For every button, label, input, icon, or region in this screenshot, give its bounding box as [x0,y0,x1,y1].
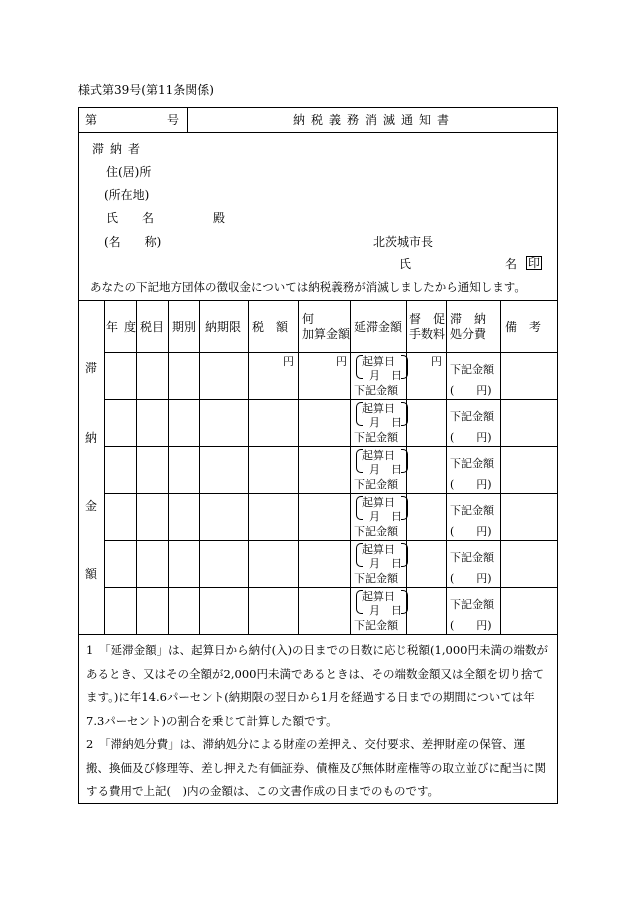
col-header-disposal-2: 処分費 [450,327,487,341]
row-divider [104,399,558,400]
disposal-paren: ( 円) [450,619,492,632]
notice-text: あなたの下記地方団体の徴収金については納税義務が消滅しましたから通知します。 [90,280,526,294]
col-line [248,300,249,634]
col-header-fee-2: 手数料 [409,327,446,341]
col-line [350,300,351,634]
calc-start: 起算日 [362,402,395,415]
calc-start: 起算日 [362,543,395,556]
unit-fee: 円 [431,355,442,368]
brace-right [401,402,408,426]
table-header-bottom [104,352,558,353]
side-label-4: 額 [85,567,98,581]
note-1-text: 「延滞金額」は、起算日から納付(入)の日までの日数に応じ税額(1,000円未満の端数があるとき、又はその全額が2,000円未満であるときは、その端数金額又は全額を切り捨てます。)に年14.6パーセント(納期限の翌日から1月を経過する日までの期間については年7.3パーセント)の割合を乗じて計算した額です。 [86,643,548,728]
calc-month: 月 日 [369,557,402,570]
note-2 [86,733,548,804]
brace-right [401,449,408,473]
corp-name-label: (名 称) [104,235,162,249]
side-label-3: 金 [85,499,98,513]
table-top-border [78,300,558,301]
note-2-text: 「滞納処分費」は、滞納処分による財産の差押え、交付要求、差押財産の保管、運搬、換価及び修理等、差し押えた有価証券、債権及び無体財産権等の取立並びに配当に関する費用で上記( )内の金額は、この文書作成の日までのものです。 [86,737,546,798]
document-title: 納税義務消滅通知書 [293,113,456,127]
issuer-name-label-2: 名 [505,257,518,271]
number-prefix: 第 [85,113,98,127]
seal-text: 印 [528,256,541,270]
col-line [298,300,299,634]
disposal-below: 下記金額 [450,598,494,611]
col-header-fee-1: 督 促 [409,312,446,326]
row-divider [104,493,558,494]
col-line [500,300,501,634]
disposal-paren: ( 円) [450,525,492,538]
col-header-remarks: 備 考 [505,320,542,334]
note-2-number: 2 [86,737,94,751]
calc-month: 月 日 [369,604,402,617]
header-divider [78,132,558,133]
calc-month: 月 日 [369,463,402,476]
disposal-below: 下記金額 [450,363,494,376]
below-amount: 下記金額 [354,384,398,397]
form-label: 様式第39号(第11条関係) [78,83,214,97]
calc-month: 月 日 [369,416,402,429]
calc-start: 起算日 [362,449,395,462]
disposal-paren: ( 円) [450,431,492,444]
col-header-tax: 税 額 [252,320,289,334]
below-amount: 下記金額 [354,478,398,491]
col-header-surcharge-1: 何 [302,312,315,326]
below-amount: 下記金額 [354,525,398,538]
brace-right [401,590,408,614]
row-divider [104,540,558,541]
col-line [168,300,169,634]
row-divider [104,587,558,588]
col-header-year: 年度 [106,320,143,334]
number-suffix: 号 [167,113,180,127]
disposal-below: 下記金額 [450,504,494,517]
col-header-period: 期別 [172,320,197,334]
disposal-paren: ( 円) [450,572,492,585]
col-header-item: 税目 [140,320,165,334]
col-line [446,300,447,634]
brace-right [401,355,408,379]
side-label-2: 納 [85,431,98,445]
brace-right [401,543,408,567]
below-amount: 下記金額 [354,572,398,585]
disposal-below: 下記金額 [450,410,494,423]
note-1-number: 1 [86,643,94,657]
col-header-delinquency: 延滞金額 [354,320,403,334]
calc-start: 起算日 [362,496,395,509]
row-divider [104,446,558,447]
col-header-surcharge-2: 加算金額 [302,327,351,341]
below-amount: 下記金額 [354,619,398,632]
disposal-paren: ( 円) [450,384,492,397]
calc-month: 月 日 [369,510,402,523]
location-label: (所在地) [104,188,150,202]
disposal-below: 下記金額 [450,551,494,564]
below-amount: 下記金額 [354,431,398,444]
brace-right [401,496,408,520]
calc-start: 起算日 [362,355,395,368]
unit-tax: 円 [283,355,294,368]
disposal-paren: ( 円) [450,478,492,491]
name-label: 氏 名 [106,211,155,225]
unit-surcharge: 円 [336,355,347,368]
issuer-title: 北茨城市長 [373,235,434,249]
col-line [199,300,200,634]
table-bottom-border [78,634,558,635]
col-header-deadline: 納期限 [205,320,242,334]
disposal-below: 下記金額 [450,457,494,470]
col-line [104,300,105,634]
col-header-disposal-1: 滞 納 [450,312,487,326]
header-split [187,107,188,132]
side-label-1: 滞 [85,361,98,375]
taxpayer-label: 滞納者 [92,142,147,156]
calc-start: 起算日 [362,590,395,603]
honorific: 殿 [213,211,226,225]
note-1 [86,639,548,733]
col-line [136,300,137,634]
calc-month: 月 日 [369,369,402,382]
seal-mark [526,256,542,270]
address-label: 住(居)所 [106,165,152,179]
issuer-name-label-1: 氏 [399,257,412,271]
